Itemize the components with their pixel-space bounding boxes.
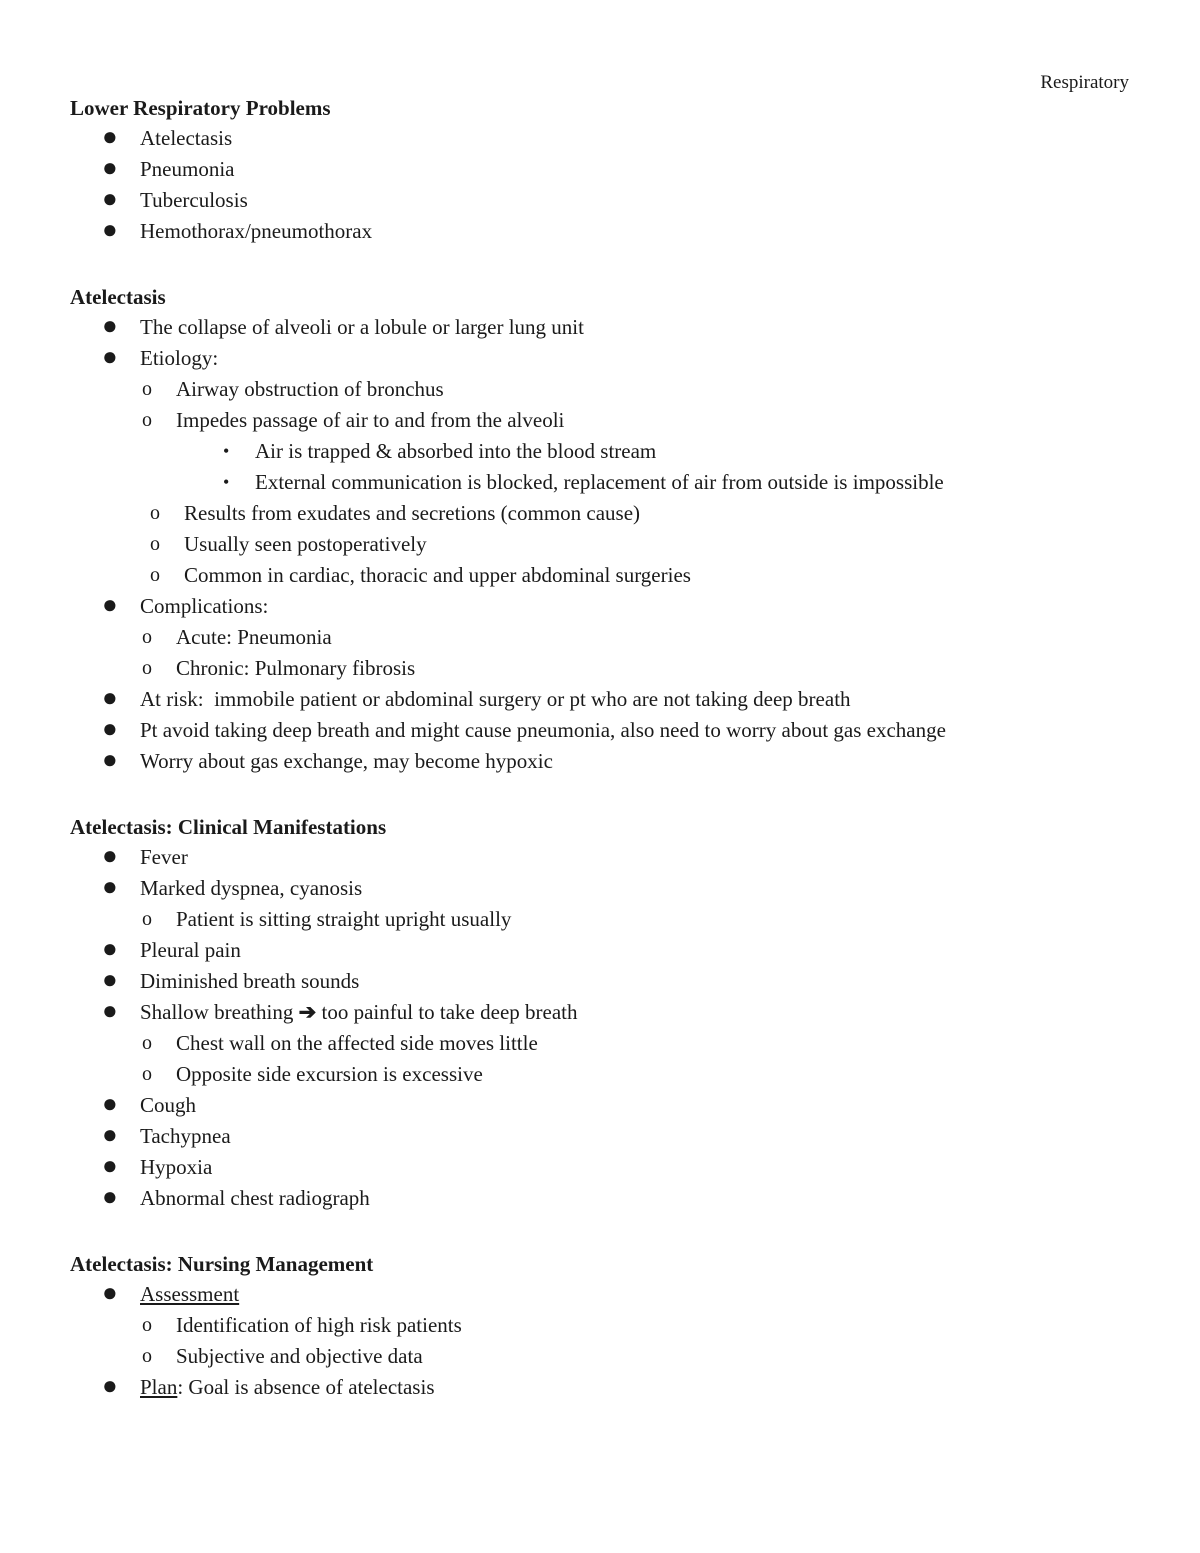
bullet-icon: ● [102, 683, 118, 712]
sub-list-item: o Results from exudates and secretions (common cause) [150, 501, 641, 525]
list-item: ● Plan: Goal is absence of atelectasis [102, 1371, 435, 1400]
list-item: ● Tuberculosis [102, 184, 248, 213]
list-item: ● Marked dyspnea, cyanosis [102, 872, 363, 901]
sub-bullet-icon: o [150, 564, 160, 586]
list-item: ● The collapse of alveoli or a lobule or larger lung unit [102, 311, 584, 340]
assessment-label: Assessment [140, 1282, 240, 1306]
section-title: Atelectasis: Clinical Manifestations [70, 815, 387, 839]
sub-sub-list-item: • Air is trapped & absorbed into the blood stream [223, 439, 657, 463]
sub-list-item: o Common in cardiac, thoracic and upper abdominal surgeries [150, 563, 691, 587]
bullet-icon: ● [102, 153, 118, 182]
bullet-icon: ● [102, 1151, 118, 1180]
small-bullet-icon: • [223, 472, 230, 492]
section-title: Atelectasis: Nursing Management [70, 1252, 374, 1276]
bullet-icon: ● [102, 714, 118, 743]
list-item: ● Worry about gas exchange, may become hypoxic [102, 745, 553, 774]
document-body [70, 95, 1130, 1405]
section-atelectasis [70, 284, 1130, 779]
list-item: ● Hypoxia [102, 1151, 213, 1180]
bullet-icon: ● [102, 841, 118, 870]
sub-list-item: o Subjective and objective data [142, 1344, 423, 1368]
list-item: ● Diminished breath sounds [102, 965, 360, 994]
bullet-icon: ● [102, 342, 118, 371]
sub-bullet-icon: o [142, 657, 152, 679]
section-lower-respiratory-problems [70, 95, 1130, 249]
section-clinical-manifestations [70, 814, 1130, 1216]
list-item: ● Tachypnea [102, 1120, 231, 1149]
bullet-icon: ● [102, 1089, 118, 1118]
bullet-icon: ● [102, 590, 118, 619]
bullet-icon: ● [102, 934, 118, 963]
arrow-right-icon: ➔ [298, 1000, 317, 1024]
sub-list-item: o Impedes passage of air to and from the alveoli [142, 408, 565, 432]
running-header: Respiratory [1040, 72, 1129, 93]
sub-bullet-icon: o [142, 1032, 152, 1054]
list-item: ● Atelectasis [102, 122, 233, 151]
bullet-icon: ● [102, 965, 118, 994]
list-item [70, 1278, 1130, 1312]
bullet-icon: ● [102, 122, 118, 151]
list-item: ● Cough [102, 1089, 197, 1118]
sub-bullet-icon: o [142, 908, 152, 930]
bullet-icon: ● [102, 996, 118, 1025]
list-item: ● At risk: immobile patient or abdominal surgery or pt who are not taking deep breath [102, 683, 851, 712]
sub-bullet-icon: o [142, 409, 152, 431]
list-item: ● Complications: [102, 590, 269, 619]
sub-bullet-icon: o [142, 378, 152, 400]
sub-bullet-icon: o [150, 533, 160, 555]
bullet-icon: ● [102, 184, 118, 213]
list-item: ● Pleural pain [102, 934, 241, 963]
sub-list-item: o Airway obstruction of bronchus [142, 377, 444, 401]
sub-bullet-icon: o [142, 1063, 152, 1085]
plan-label: Plan [140, 1375, 178, 1399]
bullet-icon: ● [102, 1371, 118, 1400]
sub-list-item: o Patient is sitting straight upright usually [142, 907, 512, 931]
sub-list-item: o Opposite side excursion is excessive [142, 1062, 483, 1086]
bullet-icon: ● [102, 1120, 118, 1149]
bullet-icon: ● [102, 1182, 118, 1211]
list-item: ● Fever [102, 841, 188, 870]
section-title: Lower Respiratory Problems [70, 96, 331, 120]
section-nursing-management [70, 1251, 1130, 1405]
list-item: ● Hemothorax/pneumothorax [102, 215, 373, 244]
bullet-icon: ● [102, 745, 118, 774]
section-title: Atelectasis [70, 285, 166, 309]
small-bullet-icon: • [223, 441, 230, 461]
sub-bullet-icon: o [142, 1314, 152, 1336]
sub-list-item: o Identification of high risk patients [142, 1313, 462, 1337]
sub-bullet-icon: o [142, 626, 152, 648]
sub-list-item: o Acute: Pneumonia [142, 625, 332, 649]
bullet-icon: ● [102, 872, 118, 901]
list-item: ● Etiology: [102, 342, 219, 371]
sub-list-item: o Chronic: Pulmonary fibrosis [142, 656, 416, 680]
bullet-icon: ● [102, 1278, 118, 1307]
list-item: ● Pneumonia [102, 153, 235, 182]
bullet-icon: ● [102, 311, 118, 340]
sub-bullet-icon: o [142, 1345, 152, 1367]
sub-bullet-icon: o [150, 502, 160, 524]
list-item: ● Shallow breathing ➔ too painful to take deep breath [102, 996, 578, 1025]
list-item: ● Pt avoid taking deep breath and might cause pneumonia, also need to worry about gas exchange [102, 714, 946, 743]
sub-list-item: o Usually seen postoperatively [150, 532, 427, 556]
bullet-icon: ● [102, 215, 118, 244]
list-item: ● Abnormal chest radiograph [102, 1182, 370, 1211]
sub-sub-list-item: • External communication is blocked, replacement of air from outside is impossible [223, 470, 944, 494]
sub-list-item: o Chest wall on the affected side moves little [142, 1031, 538, 1055]
